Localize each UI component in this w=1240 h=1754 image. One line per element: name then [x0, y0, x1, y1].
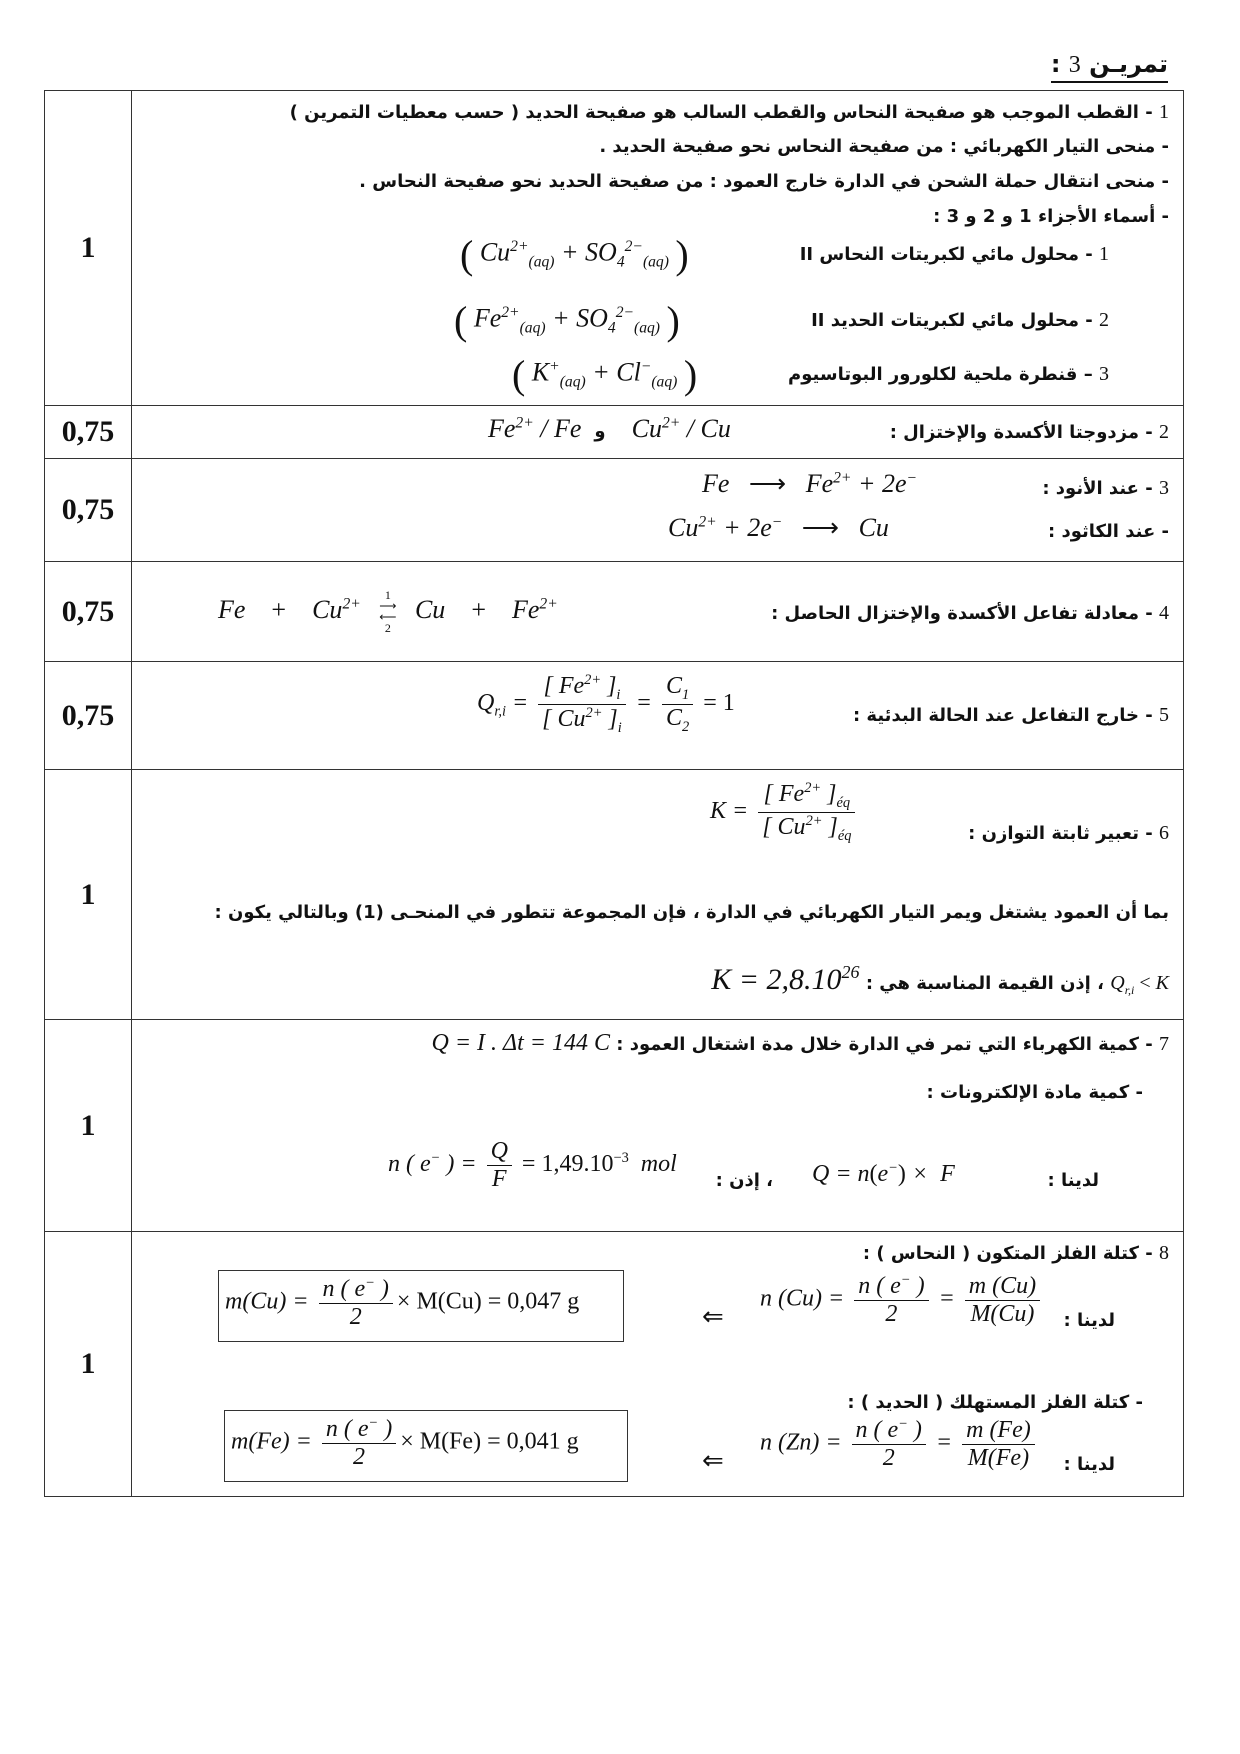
q1-line3: منحى انتقال حملة الشحن في الدارة خارج العمود : من صفيحة الحديد نحو صفيحة النحاس . [359, 171, 1156, 192]
score-q6: 1 [45, 770, 132, 1020]
content-q2: 2 - مزدوجتا الأكسدة والإختزال : $Fe^{2+}$ / Fe و $Cu^{2+}$ / Cu [132, 406, 1184, 459]
q7-n-formula: n ( e− ) = $\frac{Q}{F}$ = $1,49.10^{-3}$ mol [388, 1138, 677, 1192]
q2-couples: $Fe^{2+}$ / Fe و $Cu^{2+}$ / Cu [488, 414, 731, 443]
q8-implies-fe: ⇐ [702, 1446, 724, 1475]
q8-n-cu: n (Cu) = $\frac{n ( e^- )}{2}$ = $\frac{m (Cu)}{M(Cu)}$ [760, 1272, 1044, 1328]
q6-text: تعبير ثابتة التوازن : [968, 823, 1139, 844]
score-q3: 0,75 [45, 459, 132, 562]
q8-implies-cu: ⇐ [702, 1302, 724, 1331]
score-q8: 1 [45, 1232, 132, 1497]
q3-cathode-eq: $Cu^{2+} + 2e^-$ ⟶ Cu [668, 513, 889, 542]
exercise-title: تمريـن 3 : [1051, 50, 1168, 83]
q1-line2: منحى التيار الكهربائي : من صفيحة النحاس نحو صفيحة الحديد . [599, 136, 1156, 157]
row-q7 [45, 1020, 1184, 1232]
q7-we-have: لدينا : [1047, 1170, 1099, 1191]
q1-line1: القطب الموجب هو صفيحة النحاس والقطب السالب هو صفيحة الحديد ( حسب معطيات التمرين ) [289, 102, 1139, 123]
q5-text: خارج التفاعل عند الحالة البدئية : [852, 705, 1139, 726]
q3-cathode: عند الكاثود : [1048, 521, 1156, 542]
q8-m-cu-value: × M(Cu) = 0,047 g [396, 1288, 580, 1315]
content-q8: 8 - كتلة الفلز المتكون ( النحاس ) : لدينا : n (Cu) = $\frac{n ( e^- )}{2}$ = $\frac{m (Cu)}{M(Cu)}$ ⇐ m(Cu) = $\frac{n ( e^- )}{2}$ × M(Cu) = 0,047 g - كتلة الفلز المستهلك ( الحديد ) : لدينا : n (Zn) = $\frac{n ( e^- )}{2}$ = $\frac{m (Fe)}{M(Fe)}$ ⇐ m(Fe) = $\frac{n ( e^- )}{2}$ × M(Fe) = 0,041 g [132, 1232, 1184, 1497]
content-q7: 7 - كمية الكهرباء التي تمر في الدارة خلال مدة اشتغال العمود : Q = I . Δt = 144 C - كمية مادة الإلكترونات : لدينا : Q = n(e−) × F ، إذن : n ( e− ) = $\frac{Q}{F}$ = $1,49.10^{-3}$ mol [132, 1020, 1184, 1232]
row-q5 [45, 662, 1184, 770]
q8-line2: كتلة الفلز المستهلك ( الحديد ) : [847, 1392, 1130, 1413]
q4-text: معادلة تفاعل الأكسدة والإختزال الحاصل : [771, 603, 1139, 624]
q7-line1: كمية الكهرباء التي تمر في الدارة خلال مدة اشتغال العمود : [616, 1034, 1139, 1055]
score-q1: 1 [45, 91, 132, 406]
q1-formula2: ( $Fe^{2+}_{(aq)} + SO_4^{2-}_{(aq)}$ ) [454, 298, 680, 343]
q8-we-have-fe: لدينا : [1063, 1454, 1115, 1475]
q3-anode: عند الأنود : [1042, 478, 1139, 499]
q8-n-fe: n (Zn) = $\frac{n ( e^- )}{2}$ = $\frac{m (Fe)}{M(Fe)}$ [760, 1416, 1039, 1472]
q8-m-fe-value: × M(Fe) = 0,041 g [400, 1428, 579, 1455]
score-q7: 1 [45, 1020, 132, 1232]
q7-q-value: Q = I . Δt = 144 C [431, 1030, 610, 1056]
q8-result-fe-box: m(Fe) = $\frac{n ( e^- )}{2}$ × M(Fe) = 0,041 g [224, 1410, 628, 1482]
row-q4 [45, 562, 1184, 662]
q6-line2: بما أن العمود يشتغل ويمر التيار الكهربائي في الدارة ، فإن المجموعة تتطور في المنحـى (1) وبالتالي يكون : [214, 902, 1169, 923]
score-q5: 0,75 [45, 662, 132, 770]
q8-result-cu-box: m(Cu) = $\frac{n ( e^- )}{2}$ × M(Cu) = 0,047 g [218, 1270, 624, 1342]
q1-part2: محلول مائي لكبريتات الحديد II [811, 310, 1079, 331]
content-q1: 1 - القطب الموجب هو صفيحة النحاس والقطب السالب هو صفيحة الحديد ( حسب معطيات التمرين ) - منحى التيار الكهربائي : من صفيحة النحاس نحو صفيحة الحديد . - منحى انتقال حملة الشحن في الدارة خارج العمود : من صفيحة الحديد نحو صفيحة النحاس . - أسماء الأجزاء 1 و 2 و 3 : 1 - محلول مائي لكبريتات النحاس II ( $Cu^{2+}_{(aq)} + SO_4^{2-}_{(aq)}$ ) 2 - محلول مائي لكبريتات الحديد II ( $Fe^{2+}_{(aq)} + SO_4^{2-}_{(aq)}$ ) 3 – قنطرة ملحية لكلورور البوتاسيوم ( $K^+_{(aq)} + Cl^-_{(aq)}$ ) [132, 91, 1184, 406]
content-q5: 5 - خارج التفاعل عند الحالة البدئية : $Q_{r,i}$ = $\frac{[ Fe^{2+} ]_i}{[ Cu^{2+} ]_i}$ = $\frac{C_1}{C_2}$ = 1 [132, 662, 1184, 770]
content-q6: 6 - تعبير ثابتة التوازن : K = $\frac{[ Fe^{2+} ]_{éq}}{[ Cu^{2+} ]_{éq}}$ بما أن العمود يشتغل ويمر التيار الكهربائي في الدارة ، فإن المجموعة تتطور في المنحـى (1) وبالتالي يكون : $Q_{r,i} < K$ ، إذن القيمة المناسبة هي : $K = 2,8.10^{26}$ [132, 770, 1184, 1020]
q4-equation: Fe + $Cu^{2+}$ 1 ⟶ ⟵ 2 Cu + $Fe^{2+}$ [218, 588, 558, 635]
q8-line1: كتلة الفلز المتكون ( النحاس ) : [862, 1243, 1139, 1264]
q1-part3: قنطرة ملحية لكلورور البوتاسيوم [788, 364, 1078, 385]
q1-line4: أسماء الأجزاء 1 و 2 و 3 : [933, 206, 1156, 227]
q5-formula: $Q_{r,i}$ = $\frac{[ Fe^{2+} ]_i}{[ Cu^{2+} ]_i}$ = $\frac{C_1}{C_2}$ = 1 [477, 672, 735, 736]
q2-text: مزدوجتا الأكسدة والإختزال : [889, 422, 1139, 443]
content-q4: 4 - معادلة تفاعل الأكسدة والإختزال الحاصل : Fe + $Cu^{2+}$ 1 ⟶ ⟵ 2 Cu + $Fe^{2+}$ [132, 562, 1184, 662]
q1-part1: محلول مائي لكبريتات النحاس II [799, 244, 1079, 265]
q7-relation: Q = n(e−) × F [812, 1160, 955, 1187]
score-q2: 0,75 [45, 406, 132, 459]
row-q2 [45, 406, 1184, 459]
q1-formula1: ( $Cu^{2+}_{(aq)} + SO_4^{2-}_{(aq)}$ ) [460, 232, 689, 277]
score-q4: 0,75 [45, 562, 132, 662]
q6-k-value: K = 2,8.10 [711, 963, 842, 996]
q6-formula: K = $\frac{[ Fe^{2+} ]_{éq}}{[ Cu^{2+} ]_{éq}}$ [710, 780, 859, 845]
q3-anode-eq: Fe ⟶ $Fe^{2+} + 2e^-$ [702, 469, 918, 498]
q7-then: ، إذن : [715, 1170, 773, 1191]
row-q3 [45, 459, 1184, 562]
row-q1 [45, 91, 1184, 406]
q7-line2: كمية مادة الإلكترونات : [926, 1082, 1130, 1103]
row-q6 [45, 770, 1184, 1020]
row-q8 [45, 1232, 1184, 1497]
q6-line3: ، إذن القيمة المناسبة هي : [865, 973, 1104, 994]
answer-table [44, 90, 1184, 1497]
q1-formula3: ( $K^+_{(aq)} + Cl^-_{(aq)}$ ) [512, 352, 698, 397]
q8-we-have-cu: لدينا : [1063, 1310, 1115, 1331]
content-q3: 3 - عند الأنود : Fe ⟶ $Fe^{2+} + 2e^-$ - عند الكاثود : $Cu^{2+} + 2e^-$ ⟶ Cu [132, 459, 1184, 562]
